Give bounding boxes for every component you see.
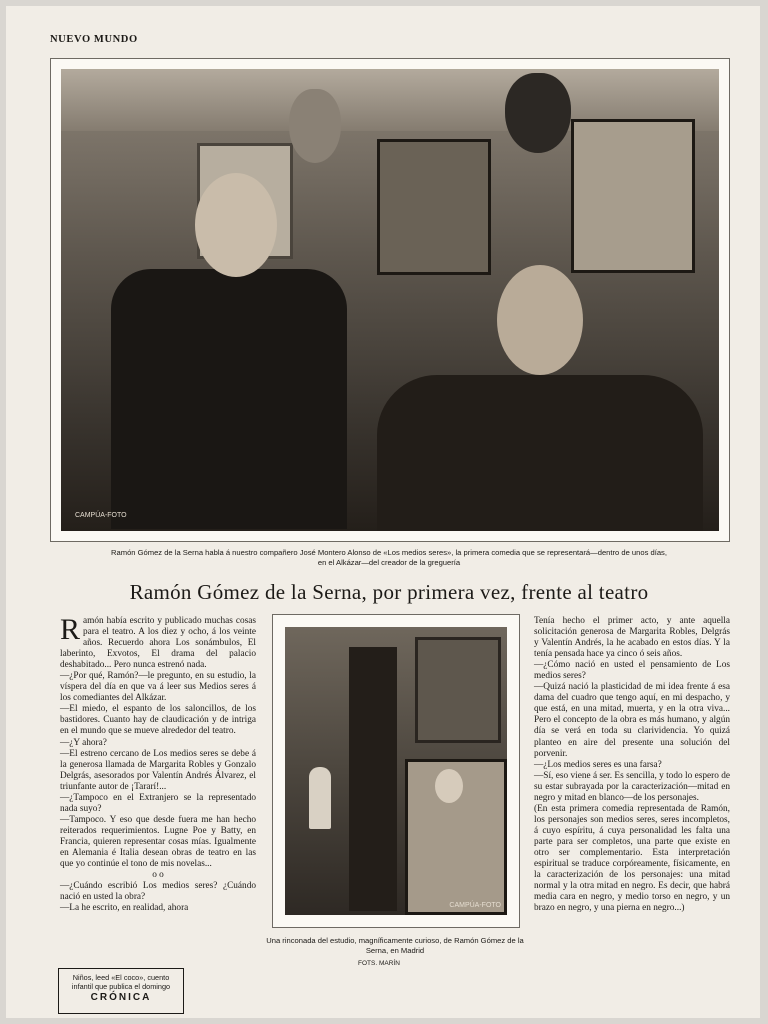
man-standing-head xyxy=(195,173,277,277)
shelf-column xyxy=(349,647,397,911)
man-seated xyxy=(377,375,703,531)
wall-picture xyxy=(415,637,501,743)
framed-print xyxy=(571,119,695,273)
paragraph: Tenía hecho el primer acto, y ante aquella solicitación generosa de Margarita Robles, Delgrás y Valentín Andrés, la he acabado en estos días. Y la tenía pensada hace ya cinco ó seis años. xyxy=(534,616,730,660)
studio-photo-image xyxy=(285,627,507,915)
mask-left xyxy=(289,89,341,163)
top-photo-caption xyxy=(50,548,728,567)
doll-figurine xyxy=(309,767,331,829)
paragraph: —¿Tampoco en el Extranjero se la representado nada suyo? xyxy=(60,792,256,814)
paragraph: —La he escrito, en realidad, ahora xyxy=(60,903,189,914)
cronica-advertisement xyxy=(58,968,184,1014)
photo-credit-line: FOTS. MARÍN xyxy=(358,960,400,967)
paragraph: —¿Cómo nació en usted el pensamiento de Los medios seres? xyxy=(534,660,730,682)
paragraph: (En esta primera comedia representada de Ramón, los personajes son medios seres, seres incompletos, á cuyo espíritu, á cuya personalidad les falta una parte para ser completos, una parte que existe en otro ser complementario. Esta interpretación espiritual se traduce corpóreamente, físicamente, en la caracterización de los personajes: una mitad normal y la otra mitad en negro. Es decir, que habrá media cara en negro, y medio torso en negro, y un brazo en negro, y una pierna en negro...) xyxy=(534,803,730,914)
paragraph: —¿Cuándo escribió Los medios seres? ¿Cuándo nació en usted la obra? xyxy=(60,881,256,903)
photo-credit: CAMPÚA-FOTO xyxy=(449,902,501,909)
paragraph: —¿Los medios seres es una farsa? xyxy=(534,759,662,770)
ad-line-2: infantil que publica el domingo xyxy=(71,982,171,991)
section-divider: o o xyxy=(152,870,164,881)
paragraph: —El miedo, el espanto de los saloncillos, de los bastidores. Cuanto hay de claudicación y de intriga en el mundo que se mueve alrededor del teatro. xyxy=(60,704,256,737)
paragraph: —¿Y ahora? xyxy=(60,737,107,748)
top-photograph xyxy=(50,58,730,542)
top-photo-image xyxy=(61,69,719,531)
paragraph-1-text: amón había escrito y publicado muchas cosas para el teatro. A los diez y ocho, á los veinte años. Recuerdo ahora Los sonámbulos, El laberinto, Exvotos, El drama del palacio deshabitado... Pero nunca estrenó nada. xyxy=(60,616,256,671)
paragraph: —Tampoco. Y eso que desde fuera me han hecho reiterados requerimientos. Lugne Poe y Batty, en Francia, quieren representar cosas mías. Igualmente en Alemania é Italia desean obras de teatro en las que yo continúe el tono de mis novelas... xyxy=(60,814,256,870)
photo-credit: CAMPÚA-FOTO xyxy=(75,512,127,519)
paragraph: —Sí, eso viene á ser. Es sencilla, y todo lo espero de su estar subrayada por la caracterización—mitad en negro y mitad en blanco—de los personajes. xyxy=(534,770,730,803)
caption-line-2: en el Alkázar—del creador de la greguería xyxy=(317,557,461,567)
caption-line-1: Ramón Gómez de la Serna habla á nuestro compañero José Montero Alonso de «Los medios seres», la primera comedia que se representará—dentro de unos días, xyxy=(111,548,667,557)
ad-line-1: Niños, leed «El coco», cuento xyxy=(72,973,170,982)
paragraph: —Quizá nació la plasticidad de mi idea frente á esa dama del cuadro que tengo aquí, en mi despacho, y que está, en una mitad, muerta, y en la otra viva... Pero el concepto de la obra es más humano, y algún día se verá en toda su clarividencia. Yo quizá planteo en aire del presente una solución del porvenir. xyxy=(534,682,730,759)
article-headline: Ramón Gómez de la Serna, por primera vez, frente al teatro xyxy=(129,580,649,604)
man-standing xyxy=(111,269,347,529)
framed-picture xyxy=(377,139,491,275)
studio-photograph xyxy=(272,614,520,928)
left-column xyxy=(60,613,256,914)
studio-photo-caption: Una rinconada del estudio, magníficamente curioso, de Ramón Gómez de la Serna, en Madrid xyxy=(266,936,524,955)
drop-cap: R xyxy=(60,613,81,646)
magazine-page xyxy=(6,6,760,1018)
man-seated-head xyxy=(497,265,583,375)
masthead: NUEVO MUNDO xyxy=(50,34,138,45)
lady-portrait-head xyxy=(435,769,463,803)
mask-right xyxy=(505,73,571,153)
paragraph: —¿Por qué, Ramón?—le pregunto, en su estudio, la víspera del día en que va á leer sus Medios seres á los comediantes del Alkázar. xyxy=(60,671,256,704)
right-column xyxy=(534,616,730,914)
paragraph: —El estreno cercano de Los medios seres se debe á la generosa llamada de Margarita Robles y Gonzalo Delgrás, asesorados por Valentín Andrés Álvarez, el triunfante autor de ¡Tararí!... xyxy=(60,748,256,792)
ad-brand: CRÓNICA xyxy=(90,992,152,1003)
paragraph-1 xyxy=(60,613,256,671)
